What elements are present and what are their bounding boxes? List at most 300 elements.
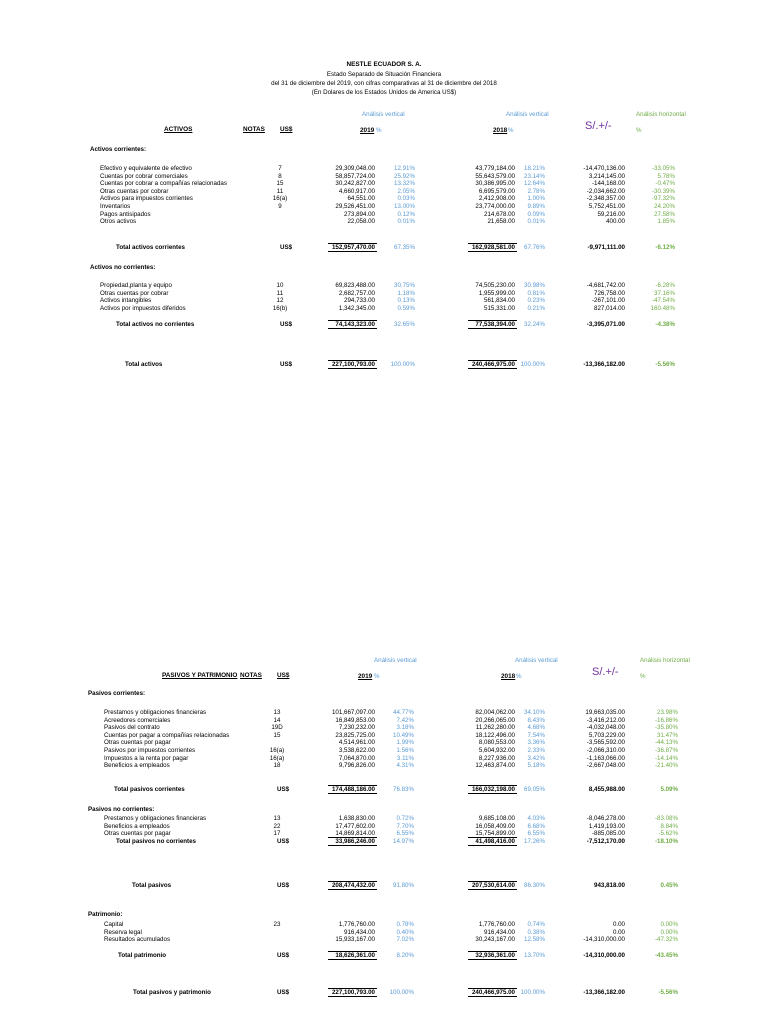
notas-header: NOTAS [243,126,265,133]
pct-2019: 13.00% [394,203,415,210]
pct-2018: 7.54% [527,731,545,739]
pct-2019: 0.72% [396,815,414,822]
row-note: 9 [278,203,282,210]
pct-2018: 0.38% [527,928,545,936]
pct-2019: 10.49% [393,731,414,739]
pct-2018: 6.55% [527,830,545,838]
row-note: 13 [273,709,281,716]
value-2019: 64,551.00 [347,195,375,203]
pct-2019: 14.97% [393,838,414,845]
row-note: 16(a) [269,754,285,762]
pct-label: % [640,673,646,680]
value-2018: 32,936,361.00 [475,952,515,959]
diff-value: -885,085.00 [591,830,625,838]
value-2019: 3,538,622.00 [338,747,375,754]
total-underline [468,845,517,846]
row-note: 10 [276,282,284,289]
pct-2018: 3.42% [527,754,545,762]
value-2019: 16,849,853.00 [335,716,375,724]
row-note: 19D [271,724,283,732]
pct-horizontal: 0.00% [660,921,678,928]
row-note: 7 [278,165,282,172]
value-2019: 33,986,246.00 [335,838,375,845]
value-2018: 74,505,230.00 [475,282,515,289]
value-2019: 14,869,814.00 [335,830,375,838]
value-2019: 17,477,602.00 [335,822,375,830]
value-2018: 18,122,496.00 [475,731,515,739]
value-2019: 9,796,826.00 [338,762,375,770]
pct-2019: 0.59% [397,305,415,313]
value-2019: 294,733.00 [344,297,375,305]
value-2018: 240,466,975.00 [471,361,515,368]
diff-value: -1,163,066.00 [586,754,625,762]
row-label: Beneficios a empleados [104,822,170,830]
pct-2018: 69.05% [524,786,545,793]
total-underline [328,996,377,997]
value-2018: 20,266,065.00 [475,716,515,724]
total-underline [468,368,517,369]
grand-total-row: Total pasivos y patrimonio [133,989,211,996]
total-underline [468,837,517,838]
total-underline [468,360,517,361]
value-2019: 174,488,186.00 [331,786,375,793]
change-label: S/.+/- [585,120,612,132]
total-underline [328,320,377,321]
value-2018: 15,754,899.00 [475,830,515,838]
pct-horizontal: 5.78% [657,172,675,180]
total-underline [468,785,517,786]
value-2018: 515,331.00 [484,305,515,313]
pct-horizontal: 31.47% [657,731,678,739]
pct-2019: 100.00% [390,361,415,368]
value-2019: 273,894.00 [344,210,375,218]
total-underline [328,889,377,890]
pct-horizontal: -83.08% [654,815,678,822]
currency-header: US$ [280,126,293,133]
value-2018: 23,774,000.00 [475,203,515,210]
diff-value: -13,366,182.00 [583,989,625,996]
total-row: Total pasivos [132,882,172,889]
value-2019: 1,776,760.00 [338,921,375,928]
section-title: Patrimonio: [88,911,123,918]
row-note: 16(a) [269,747,285,754]
row-label: Otras cuentas por pagar [104,830,171,838]
pct-2018: 4.03% [527,815,545,822]
value-2018: 561,834.00 [484,297,515,305]
value-2018: 82,004,062.00 [475,709,515,716]
pct-2018: 5.18% [527,762,545,770]
row-currency: US$ [277,952,290,959]
pct-horizontal: -47.54% [651,297,675,305]
row-note: 16(a) [272,195,288,203]
value-2019: 7,230,232.00 [338,724,375,732]
diff-value: -2,034,662.00 [586,187,625,195]
pct-label: % [376,127,382,134]
diff-value: -9,971,111.00 [587,244,625,251]
pct-2019: 7.70% [396,822,414,830]
value-2019: 227,100,793.00 [331,989,375,996]
pasivos-header: PASIVOS Y PATRIMONIO [162,672,238,679]
pct-2019: 25.92% [394,172,415,180]
section-title: Activos no corrientes: [90,264,156,271]
pct-2019: 0.78% [396,921,414,928]
value-2018: 12,463,874.00 [475,762,515,770]
row-label: Pagos antisipados [100,210,151,218]
total-row: Total activos corrientes [116,244,186,251]
pct-2018: 23.14% [524,172,545,180]
pct-horizontal: -5.56% [658,989,678,996]
pct-2019: 4.31% [396,762,414,770]
diff-value: 5,752,451.00 [588,203,625,210]
value-2018: 240,466,975.00 [471,989,515,996]
pct-2019: 32.65% [394,321,415,328]
diff-value: -2,348,357.00 [586,195,625,203]
value-2019: 152,957,470.00 [331,244,375,251]
vertical-analysis-label: Análisis vertical [506,111,549,118]
value-2019: 15,933,167.00 [335,936,375,944]
pct-2019: 7.02% [396,936,414,944]
row-label: Cuentas por cobrar comerciales [100,172,188,180]
pct-horizontal: 37.16% [654,289,675,297]
diff-value: 0.00 [612,921,625,928]
diff-value: -267,101.00 [591,297,625,305]
year-2018-header: 2018 [493,127,508,134]
vertical-analysis-label: Análisis vertical [374,657,417,664]
total-underline [328,988,377,989]
value-2018: 9,685,108.00 [478,815,515,822]
pct-2019: 12.91% [394,165,415,172]
diff-value: 400.00 [606,218,625,226]
grand-total-row: Total activos [125,361,163,368]
pct-2019: 0.13% [397,297,415,305]
diff-value: 8,455,988.00 [588,786,625,793]
pct-2018: 12.58% [524,936,545,944]
total-underline [328,251,377,252]
pct-horizontal: -5.62% [658,830,678,838]
value-2019: 7,064,870.00 [338,754,375,762]
pct-horizontal: -47.32% [654,936,678,944]
pct-2019: 13.32% [394,180,415,188]
pct-horizontal: -35.80% [654,724,678,732]
pct-2018: 0.81% [527,289,545,297]
row-note: 14 [273,716,281,724]
pct-2019: 7.42% [396,716,414,724]
value-2019: 1,638,830.00 [338,815,375,822]
value-2018: 207,530,614.00 [471,882,515,889]
diff-value: 19,663,035.00 [585,709,625,716]
row-label: Resultados acumulados [104,936,171,944]
diff-value: -2,066,310.00 [586,747,625,754]
diff-value: 59,216.00 [597,210,625,218]
total-underline [328,881,377,882]
row-label: Reserva legal [104,928,142,936]
statement-period: del 31 de diciembre del 2019, con cifras comparativas al 31 de diciembre del 2018 [271,80,497,87]
total-underline [328,837,377,838]
row-label: Capital [104,921,124,928]
diff-value: -14,470,136.00 [583,165,625,172]
row-label: Otras cuentas por cobrar [100,289,169,297]
vertical-analysis-label: Análisis vertical [515,657,558,664]
pct-2018: 67.76% [524,244,545,251]
section-title: Pasivos corrientes: [88,690,146,697]
value-2018: 55,643,579.00 [475,172,515,180]
pct-horizontal: -30.39% [651,187,675,195]
value-2018: 214,678.00 [484,210,515,218]
pct-2019: 1.99% [396,739,414,747]
pct-2018: 34.10% [524,709,545,716]
pct-2019: 0.01% [397,218,415,226]
row-note: 22 [273,822,281,830]
value-2018: 2,412,908.00 [478,195,515,203]
value-2018: 11,262,280.00 [475,724,515,732]
diff-value: -7,512,170.00 [586,838,625,845]
value-2018: 8,227,936.00 [478,754,515,762]
year-2018-header: 2018 [501,673,516,680]
section-title: Pasivos no corrientes: [88,806,155,813]
row-label: Otros activos [100,218,137,226]
value-2019: 69,823,488.00 [335,282,375,289]
total-underline [328,793,377,794]
diff-value: -13,366,182.00 [583,361,625,368]
total-row: Total pasivos no corrientes [116,838,196,845]
pct-horizontal: 23.98% [657,709,678,716]
total-row: Total patrimonio [118,952,167,959]
total-underline [468,959,517,960]
row-currency: US$ [280,361,293,368]
notas-header: NOTAS [240,672,262,679]
total-underline [468,996,517,997]
row-label: Inventarios [100,203,131,210]
value-2018: 43,779,184.00 [475,165,515,172]
pct-label: % [636,127,642,134]
row-note: 15 [273,731,281,739]
total-underline [328,328,377,329]
diff-value: -3,395,071.00 [586,321,625,328]
value-2018: 1,955,999.00 [478,289,515,297]
year-2019-header: 2019 [358,673,373,680]
value-2019: 1,342,345.00 [338,305,375,313]
total-underline [468,988,517,989]
value-2019: 4,660,917.00 [338,187,375,195]
pct-2019: 2.05% [397,187,415,195]
diff-value: 0.00 [612,928,625,936]
pct-2018: 86.30% [524,882,545,889]
value-2018: 16,058,409.00 [475,822,515,830]
value-2019: 208,474,432.00 [331,882,375,889]
pct-horizontal: 27.58% [654,210,675,218]
pct-horizontal: -0.47% [655,180,675,188]
diff-value: 1,419,193.00 [588,822,625,830]
horizontal-analysis-label: Análisis horizontal [636,111,686,118]
row-label: Activos para impuestos corrientes [100,195,193,203]
pct-horizontal: -33.05% [651,165,675,172]
row-label: Otras cuentas por cobrar [100,187,169,195]
pct-2019: 76.83% [393,786,414,793]
diff-value: 5,703,229.00 [588,731,625,739]
total-underline [468,793,517,794]
pct-2019: 3.18% [396,724,414,732]
pct-horizontal: 8.84% [660,822,678,830]
pct-horizontal: 0.45% [660,882,678,889]
row-note: 16(b) [272,305,288,313]
total-underline [468,889,517,890]
pct-2019: 6.55% [396,830,414,838]
pct-2018: 18.21% [524,165,545,172]
statement-currency: (En Dolares de los Estados Unidos de America US$) [311,89,457,96]
value-2018: 1,776,760.00 [478,921,515,928]
diff-value: -4,681,742.00 [586,282,625,289]
pct-2018: 0.01% [527,218,545,226]
pct-horizontal: -6.12% [655,244,675,251]
activos-header: ACTIVOS [164,126,193,133]
row-currency: US$ [280,244,293,251]
pct-horizontal: -43.45% [654,952,678,959]
section-title: Activos corrientes: [90,146,147,153]
row-label: Prestamos y obligaciones financieras [104,815,207,822]
row-note: 11 [276,289,284,297]
pct-horizontal: -44.13% [654,739,678,747]
pct-horizontal: -5.56% [655,361,675,368]
value-2019: 29,526,451.00 [335,203,375,210]
row-label: Pasivos por impuestos corrientes [104,747,196,754]
row-label: Propiedad,planta y equipo [100,282,172,289]
value-2019: 18,626,361.00 [335,952,375,959]
row-currency: US$ [277,989,290,996]
row-note: 12 [276,297,284,305]
diff-value: -14,310,000.00 [583,936,625,944]
row-note: 17 [273,830,281,838]
pct-2018: 30.98% [524,282,545,289]
diff-value: 726,758.00 [594,289,625,297]
diff-value: -4,032,048.00 [586,724,625,732]
diff-value: -8,046,278.00 [586,815,625,822]
row-label: Cuentas por cobrar a compañías relacionadas [100,180,227,188]
pct-horizontal: -4.38% [655,321,675,328]
diff-value: -3,565,592.00 [586,739,625,747]
row-currency: US$ [277,882,290,889]
total-underline [328,368,377,369]
row-note: 18 [273,762,281,770]
pct-horizontal: -97.32% [651,195,675,203]
pct-horizontal: -36.87% [654,747,678,754]
row-label: Acreedores comerciales [104,716,171,724]
pct-2019: 91.80% [393,882,414,889]
row-label: Efectivo y equivalente de efectivo [100,165,192,172]
total-underline [328,959,377,960]
row-label: Activos intangibles [100,297,152,305]
value-2019: 227,100,793.00 [331,361,375,368]
pct-2019: 1.56% [396,747,414,754]
value-2018: 162,928,581.00 [471,244,515,251]
value-2019: 29,309,048.00 [335,165,375,172]
value-2018: 21,658.00 [487,218,515,226]
pct-2018: 0.23% [527,297,545,305]
total-underline [328,243,377,244]
pct-2018: 9.89% [527,203,545,210]
pct-2018: 13.70% [524,952,545,959]
pct-2018: 8.43% [527,716,545,724]
total-underline [328,951,377,952]
row-note: 23 [273,921,281,928]
diff-value: -14,310,000.00 [583,952,625,959]
pct-label: % [374,673,380,680]
pct-2019: 3.11% [396,754,414,762]
pct-2018: 6.68% [527,822,545,830]
value-2019: 916,434.00 [344,928,375,936]
pct-2018: 100.00% [520,989,545,996]
total-underline [468,328,517,329]
value-2018: 8,080,553.00 [478,739,515,747]
pct-label: % [508,127,514,134]
statement-title: Estado Separado de Situación Financiera [326,71,442,78]
company-name: NESTLE ECUADOR S. A. [346,61,422,68]
value-2019: 101,667,097.00 [331,709,375,716]
pct-2018: 1.00% [527,195,545,203]
pct-2019: 0.12% [397,210,415,218]
pct-2019: 30.75% [394,282,415,289]
pct-horizontal: 24.20% [654,203,675,210]
pct-2018: 3.36% [527,739,545,747]
total-underline [328,360,377,361]
value-2018: 166,032,198.00 [471,786,515,793]
pct-label: % [516,673,522,680]
year-2019-header: 2019 [360,127,375,134]
diff-value: -144,168.00 [591,180,625,188]
diff-value: 827,014.00 [594,305,625,313]
row-label: Beneficios a empleados [104,762,170,770]
pct-horizontal: -14.14% [654,754,678,762]
pct-2019: 1.18% [397,289,415,297]
total-underline [468,881,517,882]
value-2019: 74,143,323.00 [335,321,375,328]
diff-value: -3,416,212.00 [586,716,625,724]
row-label: Impuestos a la renta por pagar [104,754,189,762]
row-currency: US$ [277,838,290,845]
pct-horizontal: -6.28% [655,282,675,289]
total-underline [328,785,377,786]
row-label: Cuentas por pagar a compañías relacionadas [104,731,230,739]
pct-2018: 32.24% [524,321,545,328]
pct-2018: 4.68% [527,724,545,732]
diff-value: 943,818.00 [594,882,625,889]
pct-horizontal: 5.09% [660,786,678,793]
value-2018: 30,386,995.00 [475,180,515,188]
change-label: S/.+/- [592,666,619,678]
row-label: Activos por impuestos diferidos [100,305,186,313]
pct-horizontal: -21.40% [654,762,678,770]
row-note: 8 [278,172,282,180]
pct-2018: 12.64% [524,180,545,188]
pct-2019: 0.03% [397,195,415,203]
pct-2018: 17.26% [524,838,545,845]
pct-2018: 0.74% [527,921,545,928]
pct-2019: 8.20% [396,952,414,959]
pct-2018: 0.21% [527,305,545,313]
pct-horizontal: -16.86% [654,716,678,724]
pct-2019: 44.77% [393,709,414,716]
row-currency: US$ [277,786,290,793]
pct-2019: 100.00% [389,989,414,996]
row-note: 13 [273,815,281,822]
pct-2019: 0.40% [396,928,414,936]
row-currency: US$ [280,321,293,328]
total-underline [468,320,517,321]
pct-2018: 100.00% [520,361,545,368]
total-row: Total pasivos corrientes [114,786,185,793]
value-2019: 2,682,757.00 [338,289,375,297]
diff-value: 3,214,145.00 [588,172,625,180]
row-note: 15 [276,180,284,188]
